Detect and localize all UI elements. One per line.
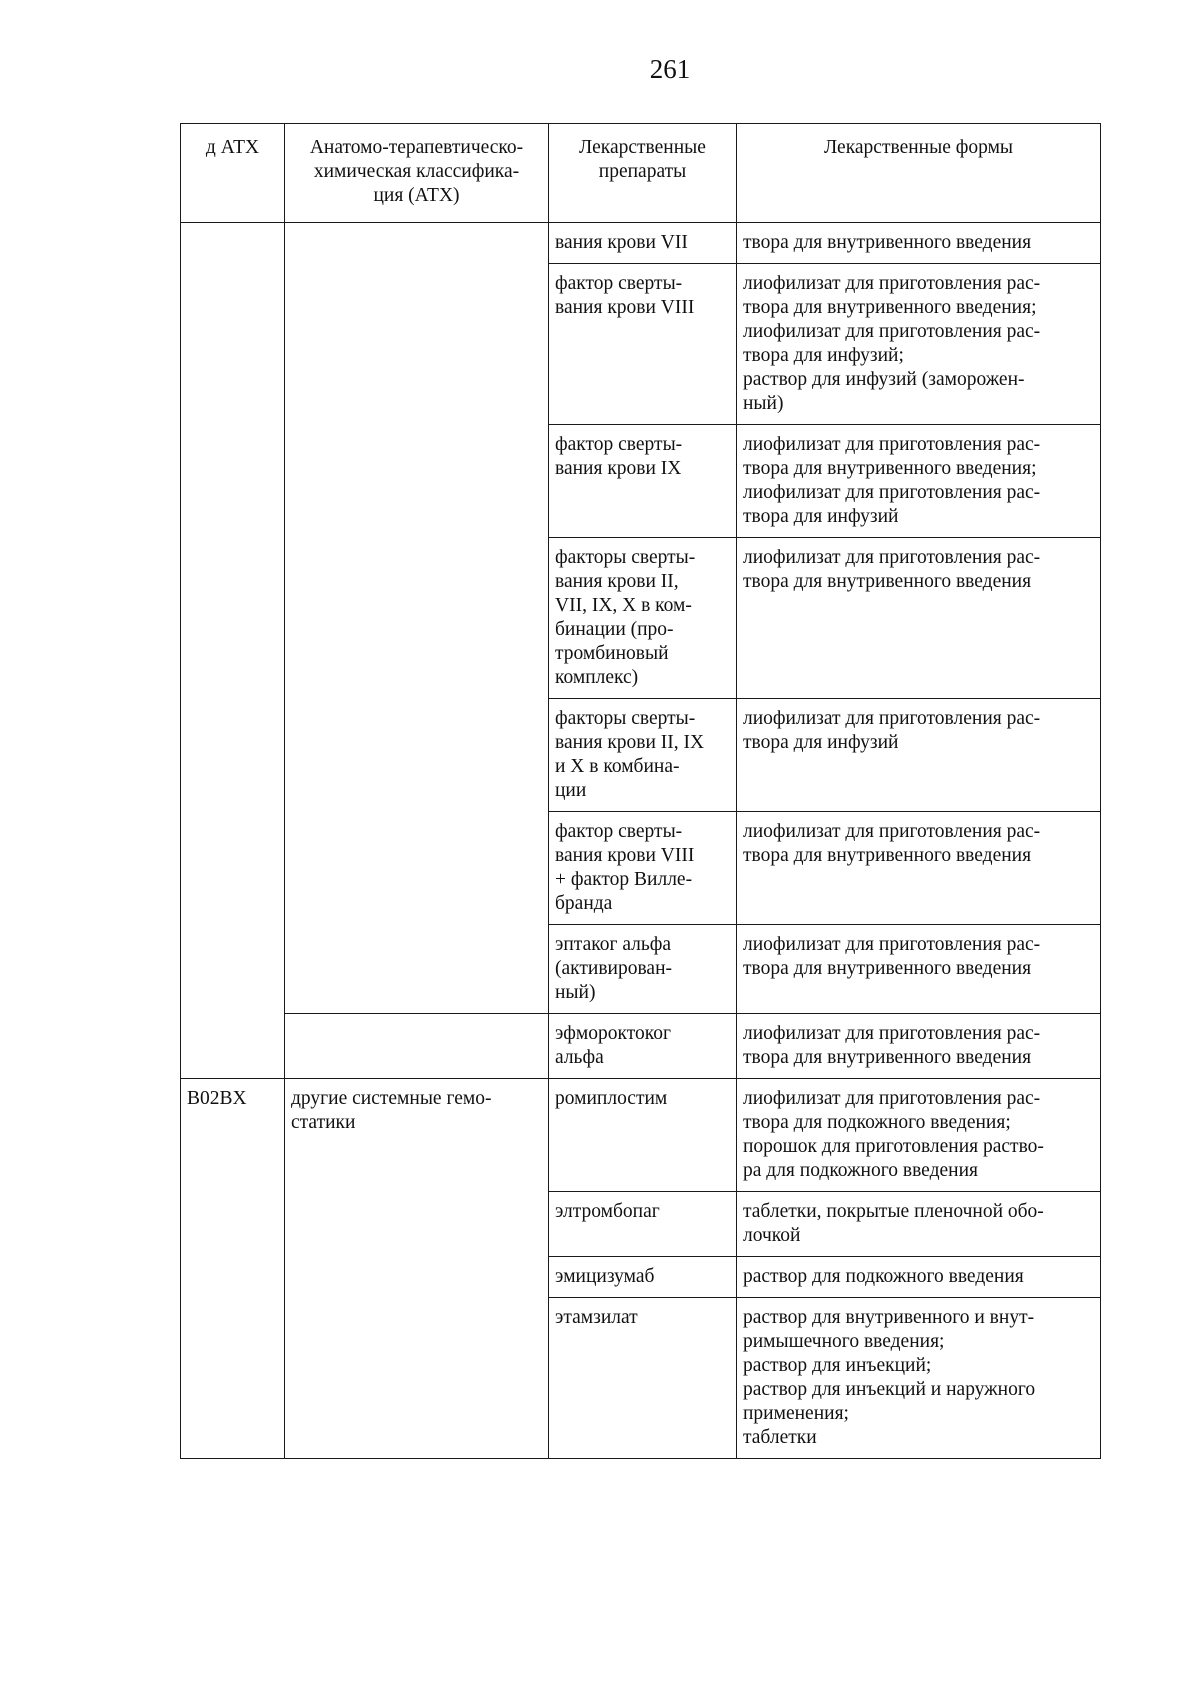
forms-line: твора для инфузий — [743, 506, 899, 527]
forms-cell — [737, 1014, 1101, 1079]
forms-line: твора для внутривенного введения; — [743, 458, 1037, 479]
forms-line: твора для внутривенного введения — [743, 232, 1032, 253]
forms-cell — [737, 1257, 1101, 1298]
forms-line: твора для подкожного введения; — [743, 1112, 1011, 1133]
forms-line: лиофилизат для приготовления рас- — [743, 434, 1041, 455]
forms-line: раствор для подкожного введения — [743, 1266, 1024, 1287]
forms-line: лиофилизат для приготовления рас- — [743, 321, 1041, 342]
drug-line: ный) — [555, 982, 596, 1003]
drug-line: комплекс) — [555, 667, 639, 688]
forms-line: лочкой — [743, 1225, 801, 1246]
atx-drug-table — [180, 123, 1101, 1459]
drug-line: факторы сверты- — [555, 547, 696, 568]
drug-line: ции — [555, 780, 587, 801]
drug-line: + фактор Вилле- — [555, 869, 693, 890]
classification-line: другие системные гемо- — [291, 1088, 492, 1109]
drug-line: альфа — [555, 1047, 604, 1068]
forms-line: раствор для внутривенного и внут- — [743, 1307, 1035, 1328]
header-dosage-forms — [737, 124, 1101, 223]
drug-line: фактор сверты- — [555, 821, 683, 842]
table-row — [181, 1014, 1101, 1079]
drug-line: фактор сверты- — [555, 434, 683, 455]
header-drugs — [549, 124, 737, 223]
drug-line: тромбиновый — [555, 643, 669, 664]
forms-cell — [737, 699, 1101, 812]
drug-line: эптаког альфа — [555, 934, 672, 955]
header-atx-code — [181, 124, 285, 223]
forms-cell — [737, 1192, 1101, 1257]
forms-cell — [737, 925, 1101, 1014]
forms-line: лиофилизат для приготовления рас- — [743, 708, 1041, 729]
drug-line: эфмороктоког — [555, 1023, 671, 1044]
drug-line: (активирован- — [555, 958, 672, 979]
table-header-row — [181, 124, 1101, 223]
drug-line: вания крови VIII — [555, 297, 695, 318]
forms-line: таблетки — [743, 1427, 817, 1448]
drug-line: ромиплостим — [555, 1088, 668, 1109]
header-classification-line: Анатомо-терапевтическо- — [309, 137, 524, 158]
classification-cell-empty — [285, 223, 549, 1014]
drug-cell — [549, 223, 737, 264]
header-classification-line: химическая классифика- — [313, 161, 520, 182]
forms-cell — [737, 264, 1101, 425]
drug-cell — [549, 538, 737, 699]
drug-line: бинации (про- — [555, 619, 674, 640]
forms-line: лиофилизат для приготовления рас- — [743, 1088, 1041, 1109]
header-drugs-line: Лекарственные — [579, 137, 706, 158]
header-dosage-forms-text: Лекарственные формы — [823, 137, 1014, 158]
page-number: 261 — [649, 54, 691, 84]
drug-line: вания крови VIII — [555, 845, 695, 866]
forms-line: римышечного введения; — [743, 1331, 945, 1352]
forms-cell — [737, 1079, 1101, 1192]
drug-cell — [549, 1257, 737, 1298]
forms-cell — [737, 425, 1101, 538]
drug-line: вания крови II, — [555, 571, 679, 592]
forms-line: раствор для инъекций и наружного — [743, 1379, 1036, 1400]
drug-cell — [549, 1014, 737, 1079]
table-row — [181, 223, 1101, 264]
code-cell-empty — [181, 223, 285, 1079]
drug-cell — [549, 1192, 737, 1257]
drug-line: элтромбопаг — [555, 1201, 660, 1222]
drug-cell — [549, 699, 737, 812]
forms-cell — [737, 538, 1101, 699]
drug-cell — [549, 812, 737, 925]
header-atx-classification — [285, 124, 549, 223]
forms-line: твора для внутривенного введения — [743, 571, 1032, 592]
drug-line: факторы сверты- — [555, 708, 696, 729]
drug-cell — [549, 264, 737, 425]
forms-cell — [737, 223, 1101, 264]
forms-cell — [737, 812, 1101, 925]
forms-line: твора для внутривенного введения; — [743, 297, 1037, 318]
forms-line: раствор для инфузий (заморожен- — [743, 369, 1025, 390]
header-classification-line: ция (АТХ) — [373, 185, 460, 206]
forms-line: ный) — [743, 393, 784, 414]
forms-line: лиофилизат для приготовления рас- — [743, 1023, 1041, 1044]
drug-cell — [549, 425, 737, 538]
classification-cell — [285, 1079, 549, 1459]
forms-line: лиофилизат для приготовления рас- — [743, 934, 1041, 955]
atx-code-cell — [181, 1079, 285, 1459]
drug-line: вания крови II, IX — [555, 732, 705, 753]
atx-code: B02BX — [187, 1088, 247, 1109]
drug-cell — [549, 1079, 737, 1192]
forms-line: твора для инфузий — [743, 732, 899, 753]
forms-line: лиофилизат для приготовления рас- — [743, 821, 1041, 842]
drug-line: фактор сверты- — [555, 273, 683, 294]
forms-line: применения; — [743, 1403, 849, 1424]
drug-line: этамзилат — [555, 1307, 638, 1328]
forms-line: твора для внутривенного введения — [743, 845, 1032, 866]
drug-line: вания крови VII — [555, 232, 688, 253]
drug-line: эмицизумаб — [555, 1266, 655, 1287]
header-drugs-line: препараты — [598, 161, 687, 182]
drug-cell — [549, 925, 737, 1014]
drug-line: вания крови IX — [555, 458, 682, 479]
drug-line: VII, IX, X в ком- — [555, 595, 692, 616]
forms-line: твора для инфузий; — [743, 345, 904, 366]
forms-line: лиофилизат для приготовления рас- — [743, 273, 1041, 294]
forms-line: лиофилизат для приготовления рас- — [743, 547, 1041, 568]
classification-line: статики — [291, 1112, 356, 1133]
drug-line: бранда — [555, 893, 613, 914]
table-row — [181, 1079, 1101, 1192]
forms-cell — [737, 1298, 1101, 1459]
forms-line: раствор для инъекций; — [743, 1355, 932, 1376]
header-atx-code-text: д АТХ — [205, 137, 260, 158]
classification-cell-empty — [285, 1014, 549, 1079]
forms-line: твора для внутривенного введения — [743, 1047, 1032, 1068]
forms-line: твора для внутривенного введения — [743, 958, 1032, 979]
forms-line: порошок для приготовления раство- — [743, 1136, 1044, 1157]
forms-line: таблетки, покрытые пленочной обо- — [743, 1201, 1044, 1222]
drug-cell — [549, 1298, 737, 1459]
forms-line: ра для подкожного введения — [743, 1160, 978, 1181]
drug-line: и X в комбина- — [555, 756, 680, 777]
forms-line: лиофилизат для приготовления рас- — [743, 482, 1041, 503]
